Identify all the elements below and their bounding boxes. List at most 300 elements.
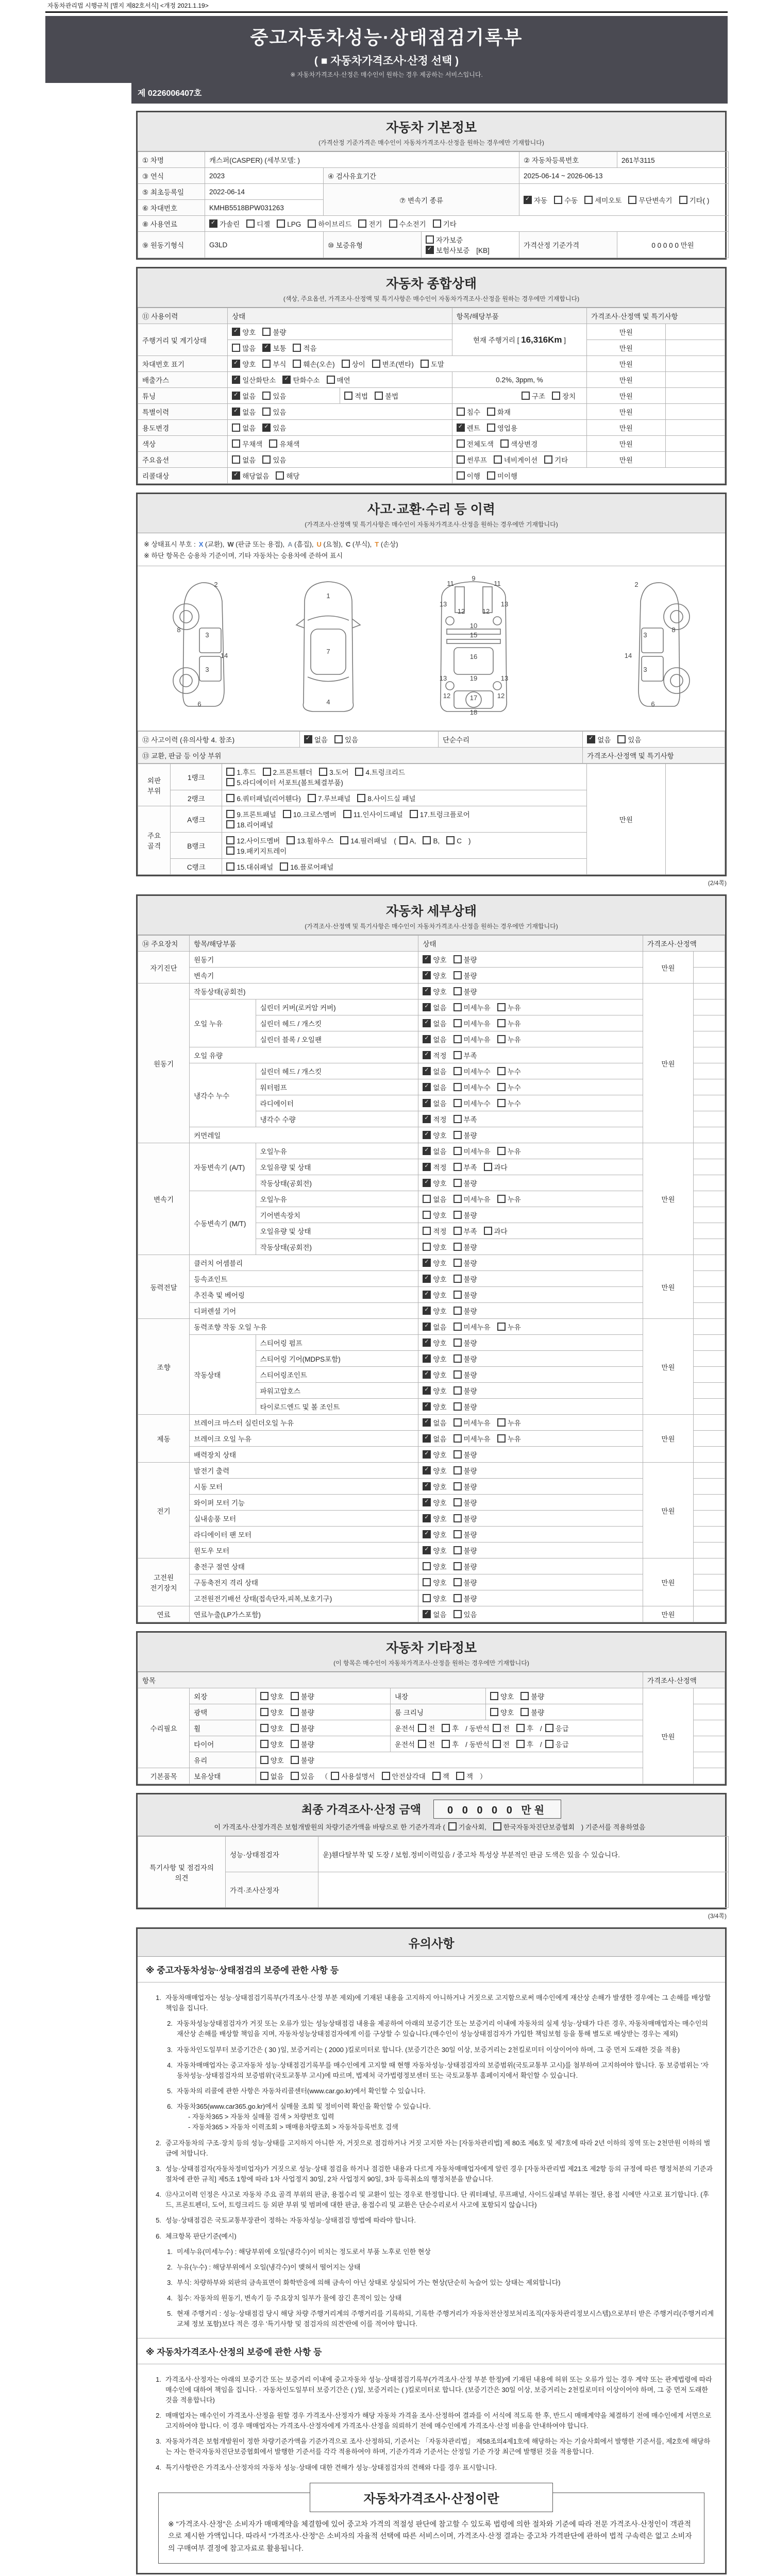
unchecked-checkbox-icon[interactable]	[375, 392, 383, 400]
diagram-part-number: 3	[643, 631, 647, 639]
unchecked-checkbox-icon[interactable]	[453, 1067, 462, 1075]
unchecked-checkbox-icon[interactable]	[433, 219, 441, 228]
unchecked-checkbox-icon[interactable]	[277, 219, 285, 228]
memo-cell	[665, 324, 725, 340]
unchecked-checkbox-icon[interactable]	[453, 1546, 462, 1554]
unchecked-checkbox-icon[interactable]	[453, 1610, 462, 1618]
unchecked-checkbox-icon[interactable]	[291, 1756, 299, 1764]
option-양호: ✓ 양호	[423, 986, 446, 996]
wheel-options	[256, 1720, 390, 1736]
checked-checkbox-icon[interactable]	[262, 344, 271, 352]
item-label: 작동상태(공회전)	[190, 984, 418, 999]
checked-checkbox-icon[interactable]	[457, 423, 465, 432]
option-불량: 불량	[453, 1593, 477, 1603]
unchecked-checkbox-icon[interactable]	[554, 196, 562, 204]
unchecked-checkbox-icon[interactable]	[628, 196, 636, 204]
unchecked-checkbox-icon[interactable]	[423, 836, 431, 844]
checked-checkbox-icon[interactable]	[423, 1610, 431, 1618]
unchecked-checkbox-icon[interactable]	[262, 408, 271, 416]
unchecked-checkbox-icon[interactable]	[262, 455, 271, 464]
item-label: 구동축전지 격리 상태	[190, 1574, 418, 1590]
notice-item-number: 1.	[156, 2375, 161, 2383]
unchecked-checkbox-icon[interactable]	[442, 1724, 450, 1732]
checked-checkbox-icon[interactable]	[232, 360, 240, 368]
price-cell: 만원	[587, 372, 665, 388]
unchecked-checkbox-icon[interactable]	[453, 1338, 462, 1347]
state-options	[418, 1271, 643, 1287]
checked-checkbox-icon[interactable]	[423, 1546, 431, 1554]
unchecked-checkbox-icon[interactable]	[453, 1386, 462, 1395]
checked-checkbox-icon[interactable]	[423, 1035, 431, 1043]
unchecked-checkbox-icon[interactable]	[457, 455, 465, 464]
rank-line	[226, 861, 582, 872]
unchecked-checkbox-icon[interactable]	[497, 1067, 506, 1075]
checked-checkbox-icon[interactable]	[524, 196, 532, 204]
unchecked-checkbox-icon[interactable]	[516, 1740, 525, 1748]
option-양호: 양호	[260, 1723, 284, 1733]
diagram-part-number: 14	[624, 652, 632, 659]
state-options	[418, 1047, 643, 1063]
unchecked-checkbox-icon[interactable]	[291, 1692, 299, 1700]
unchecked-checkbox-icon[interactable]	[453, 1051, 462, 1059]
unchecked-checkbox-icon[interactable]	[262, 328, 271, 336]
unchecked-checkbox-icon[interactable]	[453, 1275, 462, 1283]
unchecked-checkbox-icon[interactable]	[293, 344, 301, 352]
unchecked-checkbox-icon[interactable]	[246, 219, 255, 228]
notice-item-text: 미세누유(미세누수) : 해당부위에 오일(냉각수)이 비치는 정도로서 부품 노후로 인한 현상	[177, 2247, 431, 2256]
unchecked-checkbox-icon[interactable]	[497, 1083, 506, 1091]
unchecked-checkbox-icon[interactable]	[418, 1724, 426, 1732]
unchecked-checkbox-icon[interactable]	[291, 1708, 299, 1716]
checked-checkbox-icon[interactable]	[232, 392, 240, 400]
price-cell: 만원	[587, 388, 665, 404]
table-row	[138, 1047, 725, 1063]
price-appraisal-body: ※ "가격조사·산정"은 소비자가 매매계약을 체결함에 있어 중고차 가격의 적절성 판단에 참고할 수 있도록 법령에 의한 절차와 기준에 따라 전문 가격조사·산정인이 객관적으로 제시한 가액입니다. 따라서 "가격조사·산정"은 소비자의 자율적 선택에 따른 서비스이며, 가격조사·산정 결과는 중고차 가격판단에 관하여 법적 구속력은 없고 소비자의 구매여부 결정에 참고자료로 활용됩니다.	[168, 2519, 692, 2553]
unchecked-checkbox-icon[interactable]	[490, 1708, 498, 1716]
state-options	[418, 1463, 643, 1479]
checked-checkbox-icon[interactable]	[423, 1370, 431, 1379]
unchecked-checkbox-icon[interactable]	[545, 1740, 553, 1748]
unchecked-checkbox-icon[interactable]	[389, 219, 397, 228]
checked-checkbox-icon[interactable]	[423, 1418, 431, 1427]
checked-checkbox-icon[interactable]	[423, 1131, 431, 1139]
unchecked-checkbox-icon[interactable]	[545, 1724, 553, 1732]
checked-checkbox-icon[interactable]	[423, 1003, 431, 1011]
checked-checkbox-icon[interactable]	[423, 1099, 431, 1107]
diagram-part-number: 12	[457, 607, 465, 615]
unchecked-checkbox-icon[interactable]	[226, 794, 234, 802]
unchecked-checkbox-icon[interactable]	[453, 1482, 462, 1490]
state-options	[418, 984, 643, 999]
unchecked-checkbox-icon[interactable]	[457, 439, 465, 448]
unchecked-checkbox-icon[interactable]	[487, 423, 495, 432]
unchecked-checkbox-icon[interactable]	[342, 360, 350, 368]
option-불량: 불량	[453, 986, 477, 996]
unchecked-checkbox-icon[interactable]	[453, 1019, 462, 1027]
checked-checkbox-icon[interactable]	[423, 1083, 431, 1091]
unchecked-checkbox-icon[interactable]	[617, 735, 626, 743]
unchecked-checkbox-icon[interactable]	[226, 768, 234, 776]
first-reg-label: ⑤ 최초등록일	[138, 184, 205, 200]
unchecked-checkbox-icon[interactable]	[226, 862, 234, 871]
recall-label: 리콜대상	[138, 468, 228, 484]
unchecked-checkbox-icon[interactable]	[453, 1163, 462, 1171]
polish-options	[256, 1704, 390, 1720]
checked-checkbox-icon[interactable]	[423, 1498, 431, 1506]
unchecked-checkbox-icon[interactable]	[327, 376, 335, 384]
unchecked-checkbox-icon[interactable]	[423, 1195, 431, 1203]
unchecked-checkbox-icon[interactable]	[679, 196, 687, 204]
checked-checkbox-icon[interactable]	[423, 1307, 431, 1315]
unchecked-checkbox-icon[interactable]	[453, 1307, 462, 1315]
option-상이: 상이	[342, 359, 365, 369]
unchecked-checkbox-icon[interactable]	[453, 1594, 462, 1602]
notice-item-text: 성능·상태점검은 국토교통부장관이 정하는 자동차성능·상태점검 방법에 따라야 합니다.	[165, 2216, 416, 2225]
unchecked-checkbox-icon[interactable]	[232, 344, 240, 352]
table-row	[138, 184, 729, 200]
checked-checkbox-icon[interactable]	[423, 1402, 431, 1411]
unchecked-checkbox-icon[interactable]	[331, 1772, 339, 1780]
unchecked-checkbox-icon[interactable]	[497, 1099, 506, 1107]
unchecked-checkbox-icon[interactable]	[355, 768, 363, 776]
unchecked-checkbox-icon[interactable]	[453, 1243, 462, 1251]
unchecked-checkbox-icon[interactable]	[453, 987, 462, 995]
memo-cell	[693, 1688, 725, 1704]
unchecked-checkbox-icon[interactable]	[520, 1692, 529, 1700]
option-양호: ✓ 양호	[423, 1306, 446, 1316]
unchecked-checkbox-icon[interactable]	[516, 1724, 525, 1732]
unchecked-checkbox-icon[interactable]	[423, 1578, 431, 1586]
state-options	[418, 1447, 643, 1463]
unchecked-checkbox-icon[interactable]	[423, 1211, 431, 1219]
checked-checkbox-icon[interactable]	[423, 1450, 431, 1459]
unchecked-checkbox-icon[interactable]	[423, 1227, 431, 1235]
checked-checkbox-icon[interactable]	[423, 1466, 431, 1475]
checked-checkbox-icon[interactable]	[423, 1338, 431, 1347]
unchecked-checkbox-icon[interactable]	[493, 1740, 501, 1748]
unchecked-checkbox-icon[interactable]	[453, 1147, 462, 1155]
unchecked-checkbox-icon[interactable]	[226, 836, 234, 844]
unchecked-checkbox-icon[interactable]	[287, 836, 295, 844]
unchecked-checkbox-icon[interactable]	[453, 1291, 462, 1299]
checked-checkbox-icon[interactable]	[423, 1291, 431, 1299]
unchecked-checkbox-icon[interactable]	[453, 1003, 462, 1011]
device-header: ⑭ 주요장치	[138, 936, 190, 952]
diagram-part-number: 16	[469, 653, 478, 660]
unchecked-checkbox-icon[interactable]	[262, 392, 271, 400]
option-해당: 해당	[276, 470, 299, 481]
unchecked-checkbox-icon[interactable]	[448, 1822, 457, 1831]
memo-cell	[693, 1303, 725, 1319]
checked-checkbox-icon[interactable]	[232, 328, 240, 336]
unchecked-checkbox-icon[interactable]	[263, 768, 271, 776]
unchecked-checkbox-icon[interactable]	[497, 1418, 506, 1427]
unchecked-checkbox-icon[interactable]	[340, 836, 348, 844]
unchecked-checkbox-icon[interactable]	[453, 1450, 462, 1459]
unchecked-checkbox-icon[interactable]	[484, 1227, 492, 1235]
memo-cell	[693, 1255, 725, 1271]
unchecked-checkbox-icon[interactable]	[453, 1099, 462, 1107]
option-불량: 불량	[291, 1707, 314, 1717]
unchecked-checkbox-icon[interactable]	[453, 1035, 462, 1043]
checked-checkbox-icon[interactable]	[426, 246, 434, 254]
final-price-section	[136, 1793, 727, 1909]
unchecked-checkbox-icon[interactable]	[584, 196, 593, 204]
checked-checkbox-icon[interactable]	[423, 1514, 431, 1522]
unchecked-checkbox-icon[interactable]	[453, 1179, 462, 1187]
checked-checkbox-icon[interactable]	[423, 1067, 431, 1075]
unchecked-checkbox-icon[interactable]	[260, 1724, 268, 1732]
unchecked-checkbox-icon[interactable]	[226, 820, 234, 828]
unchecked-checkbox-icon[interactable]	[372, 360, 380, 368]
unchecked-checkbox-icon[interactable]	[457, 408, 465, 416]
table-row	[138, 152, 729, 168]
checked-checkbox-icon[interactable]	[232, 408, 240, 416]
unchecked-checkbox-icon[interactable]	[421, 360, 429, 368]
unchecked-checkbox-icon[interactable]	[423, 1243, 431, 1251]
checked-checkbox-icon[interactable]	[423, 987, 431, 995]
unchecked-checkbox-icon[interactable]	[453, 1259, 462, 1267]
unchecked-checkbox-icon[interactable]	[343, 810, 351, 818]
unchecked-checkbox-icon[interactable]	[453, 1466, 462, 1475]
unchecked-checkbox-icon[interactable]	[490, 1692, 498, 1700]
unchecked-checkbox-icon[interactable]	[226, 810, 234, 818]
unchecked-checkbox-icon[interactable]	[260, 1740, 268, 1748]
unchecked-checkbox-icon[interactable]	[399, 836, 408, 844]
checked-checkbox-icon[interactable]	[423, 1259, 431, 1267]
unchecked-checkbox-icon[interactable]	[276, 471, 284, 480]
unchecked-checkbox-icon[interactable]	[432, 1772, 441, 1780]
option-16.플로어패널: 16.플로어패널	[280, 861, 333, 872]
unchecked-checkbox-icon[interactable]	[262, 360, 271, 368]
unchecked-checkbox-icon[interactable]	[232, 439, 240, 448]
unchecked-checkbox-icon[interactable]	[453, 1354, 462, 1363]
unchecked-checkbox-icon[interactable]	[453, 1227, 462, 1235]
checked-checkbox-icon[interactable]	[423, 1275, 431, 1283]
unchecked-checkbox-icon[interactable]	[453, 1323, 462, 1331]
unchecked-checkbox-icon[interactable]	[500, 439, 509, 448]
unchecked-checkbox-icon[interactable]	[552, 392, 560, 400]
unchecked-checkbox-icon[interactable]	[334, 735, 343, 743]
option-있음: 있음	[453, 1609, 477, 1619]
section-title: 자동차 종합상태	[386, 277, 477, 291]
diagram-part-number: 18	[469, 708, 478, 716]
option-없음: ✓ 없음	[423, 1066, 446, 1076]
unchecked-checkbox-icon[interactable]	[497, 1003, 506, 1011]
basic-info-table	[138, 151, 729, 258]
option-15.대쉬패널: 15.대쉬패널	[226, 861, 273, 872]
wheel-label: 휠	[190, 1720, 256, 1736]
checked-checkbox-icon[interactable]	[587, 735, 595, 743]
unchecked-checkbox-icon[interactable]	[497, 1434, 506, 1443]
unchecked-checkbox-icon[interactable]	[357, 794, 365, 802]
unchecked-checkbox-icon[interactable]	[497, 1019, 506, 1027]
checked-checkbox-icon[interactable]	[423, 1051, 431, 1059]
option-양호: ✓ 양호	[423, 1274, 446, 1284]
unchecked-checkbox-icon[interactable]	[291, 1724, 299, 1732]
engine-type-label: ⑨ 원동기형식	[138, 232, 205, 258]
checked-checkbox-icon[interactable]	[423, 1115, 431, 1123]
unchecked-checkbox-icon[interactable]	[453, 971, 462, 979]
state-options	[418, 1511, 643, 1527]
checked-checkbox-icon[interactable]	[232, 471, 240, 480]
unchecked-checkbox-icon[interactable]	[260, 1708, 268, 1716]
checked-checkbox-icon[interactable]	[423, 1434, 431, 1443]
unchecked-checkbox-icon[interactable]	[487, 408, 495, 416]
table-row	[138, 952, 725, 968]
memo-cell	[693, 1495, 725, 1511]
state-options	[418, 1527, 643, 1543]
option-가솔린: ✓ 가솔린	[209, 218, 240, 229]
unchecked-checkbox-icon[interactable]	[484, 1163, 492, 1171]
item-label: 변속기	[190, 968, 418, 984]
inline-text: /	[540, 1725, 542, 1733]
unchecked-checkbox-icon[interactable]	[453, 1514, 462, 1522]
reg-no-value: 261부3115	[617, 152, 729, 168]
unchecked-checkbox-icon[interactable]	[453, 1211, 462, 1219]
item-label: 브레이크 마스터 실린더오일 누유	[190, 1415, 418, 1431]
unchecked-checkbox-icon[interactable]	[226, 778, 234, 786]
option-불량: 불량	[453, 1353, 477, 1364]
unchecked-checkbox-icon[interactable]	[457, 471, 465, 480]
tuning-options-2	[340, 388, 452, 404]
unchecked-checkbox-icon[interactable]	[344, 392, 352, 400]
checked-checkbox-icon[interactable]	[262, 423, 271, 432]
notice-item	[148, 2231, 715, 2242]
notice-item	[148, 2190, 715, 2210]
hold-state-label: 보유상태	[190, 1768, 256, 1784]
unchecked-checkbox-icon[interactable]	[426, 235, 434, 244]
unchecked-checkbox-icon[interactable]	[260, 1756, 268, 1764]
unchecked-checkbox-icon[interactable]	[453, 1498, 462, 1506]
option-있음: 있음	[262, 391, 286, 401]
notice-item-text: 자동차365(www.car365.go.kr)에서 실매물 조회 및 정비이력 확인을 확인할 수 있습니다.	[177, 2103, 431, 2111]
unchecked-checkbox-icon[interactable]	[280, 862, 288, 871]
notice-item-line: - 자동차365 > 자동차 이력조회 > 매매용차량조회 > 자동차등록번호 검색	[188, 2123, 398, 2131]
unchecked-checkbox-icon[interactable]	[283, 810, 291, 818]
memo-cell	[693, 1558, 725, 1574]
unchecked-checkbox-icon[interactable]	[456, 1772, 464, 1780]
checked-checkbox-icon[interactable]	[423, 1147, 431, 1155]
price-cell: 만원	[643, 1558, 693, 1606]
item-label: 라디에이터	[256, 1095, 418, 1111]
unchecked-checkbox-icon[interactable]	[319, 768, 327, 776]
unchecked-checkbox-icon[interactable]	[453, 1083, 462, 1091]
option-과다: 과다	[484, 1162, 508, 1172]
unchecked-checkbox-icon[interactable]	[260, 1772, 268, 1780]
unchecked-checkbox-icon[interactable]	[232, 423, 240, 432]
unchecked-checkbox-icon[interactable]	[308, 219, 316, 228]
unchecked-checkbox-icon[interactable]	[453, 1370, 462, 1379]
unchecked-checkbox-icon[interactable]	[232, 455, 240, 464]
option-불량: 불량	[453, 1529, 477, 1539]
unchecked-checkbox-icon[interactable]	[520, 1708, 529, 1716]
unchecked-checkbox-icon[interactable]	[418, 1740, 426, 1748]
checked-checkbox-icon[interactable]	[423, 1163, 431, 1171]
checked-checkbox-icon[interactable]	[232, 376, 240, 384]
checked-checkbox-icon[interactable]	[209, 219, 217, 228]
device-group-label: 고전원 전기장치	[138, 1558, 190, 1606]
unchecked-checkbox-icon[interactable]	[358, 219, 366, 228]
unchecked-checkbox-icon[interactable]	[269, 439, 277, 448]
option-양호: 양호	[490, 1707, 514, 1717]
accident-header	[138, 494, 725, 533]
unchecked-checkbox-icon[interactable]	[487, 471, 495, 480]
unchecked-checkbox-icon[interactable]	[453, 955, 462, 963]
unchecked-checkbox-icon[interactable]	[308, 794, 316, 802]
table-row	[138, 1287, 725, 1303]
overall-state-section	[136, 267, 727, 485]
state-options	[418, 1335, 643, 1351]
checked-checkbox-icon[interactable]	[423, 1323, 431, 1331]
unchecked-checkbox-icon[interactable]	[442, 1740, 450, 1748]
unchecked-checkbox-icon[interactable]	[453, 1434, 462, 1443]
checked-checkbox-icon[interactable]	[423, 1482, 431, 1490]
item-label: 워터펌프	[256, 1079, 418, 1095]
checked-checkbox-icon[interactable]	[304, 735, 312, 743]
unchecked-checkbox-icon[interactable]	[497, 1035, 506, 1043]
unchecked-checkbox-icon[interactable]	[453, 1418, 462, 1427]
unchecked-checkbox-icon[interactable]	[453, 1562, 462, 1570]
tuning-options-1	[228, 388, 340, 404]
unchecked-checkbox-icon[interactable]	[226, 846, 234, 855]
unchecked-checkbox-icon[interactable]	[497, 1195, 506, 1203]
unchecked-checkbox-icon[interactable]	[446, 836, 455, 844]
unchecked-checkbox-icon[interactable]	[293, 360, 301, 368]
checked-checkbox-icon[interactable]	[423, 1530, 431, 1538]
checked-checkbox-icon[interactable]	[423, 955, 431, 963]
unchecked-checkbox-icon[interactable]	[291, 1772, 299, 1780]
unchecked-checkbox-icon[interactable]	[497, 1323, 506, 1331]
unchecked-checkbox-icon[interactable]	[423, 1594, 431, 1602]
checked-checkbox-icon[interactable]	[423, 1019, 431, 1027]
unchecked-checkbox-icon[interactable]	[453, 1530, 462, 1538]
unchecked-checkbox-icon[interactable]	[423, 1562, 431, 1570]
unchecked-checkbox-icon[interactable]	[260, 1692, 268, 1700]
unchecked-checkbox-icon[interactable]	[453, 1115, 462, 1123]
price-header: 가격조사·산정액 및 특기사항	[587, 308, 725, 324]
checked-checkbox-icon[interactable]	[423, 971, 431, 979]
unchecked-checkbox-icon[interactable]	[453, 1402, 462, 1411]
checked-checkbox-icon[interactable]	[282, 376, 291, 384]
unchecked-checkbox-icon[interactable]	[522, 392, 530, 400]
unchecked-checkbox-icon[interactable]	[453, 1195, 462, 1203]
option-미세누유: 미세누유	[453, 1417, 491, 1428]
unchecked-checkbox-icon[interactable]	[453, 1578, 462, 1586]
unchecked-checkbox-icon[interactable]	[382, 1772, 390, 1780]
inline-text: [KB]	[476, 247, 490, 255]
option-수소전기: 수소전기	[389, 218, 426, 229]
option-자가보증: 자가보증	[426, 234, 463, 245]
item-label: 스티어링 펌프	[256, 1335, 418, 1351]
unchecked-checkbox-icon[interactable]	[453, 1131, 462, 1139]
checked-checkbox-icon[interactable]	[423, 1179, 431, 1187]
unchecked-checkbox-icon[interactable]	[410, 810, 418, 818]
unchecked-checkbox-icon[interactable]	[544, 455, 552, 464]
checked-checkbox-icon[interactable]	[423, 1386, 431, 1395]
checked-checkbox-icon[interactable]	[423, 1354, 431, 1363]
device-group-label: 자기진단	[138, 952, 190, 984]
unchecked-checkbox-icon[interactable]	[291, 1740, 299, 1748]
table-row	[138, 1255, 725, 1271]
state-options	[418, 1351, 643, 1367]
unchecked-checkbox-icon[interactable]	[493, 1724, 501, 1732]
unchecked-checkbox-icon[interactable]	[493, 1822, 501, 1831]
unchecked-checkbox-icon[interactable]	[494, 455, 502, 464]
option-네비게이션: 네비게이션	[494, 454, 537, 465]
option-양호: ✓ 양호	[423, 1178, 446, 1188]
unchecked-checkbox-icon[interactable]	[497, 1147, 506, 1155]
